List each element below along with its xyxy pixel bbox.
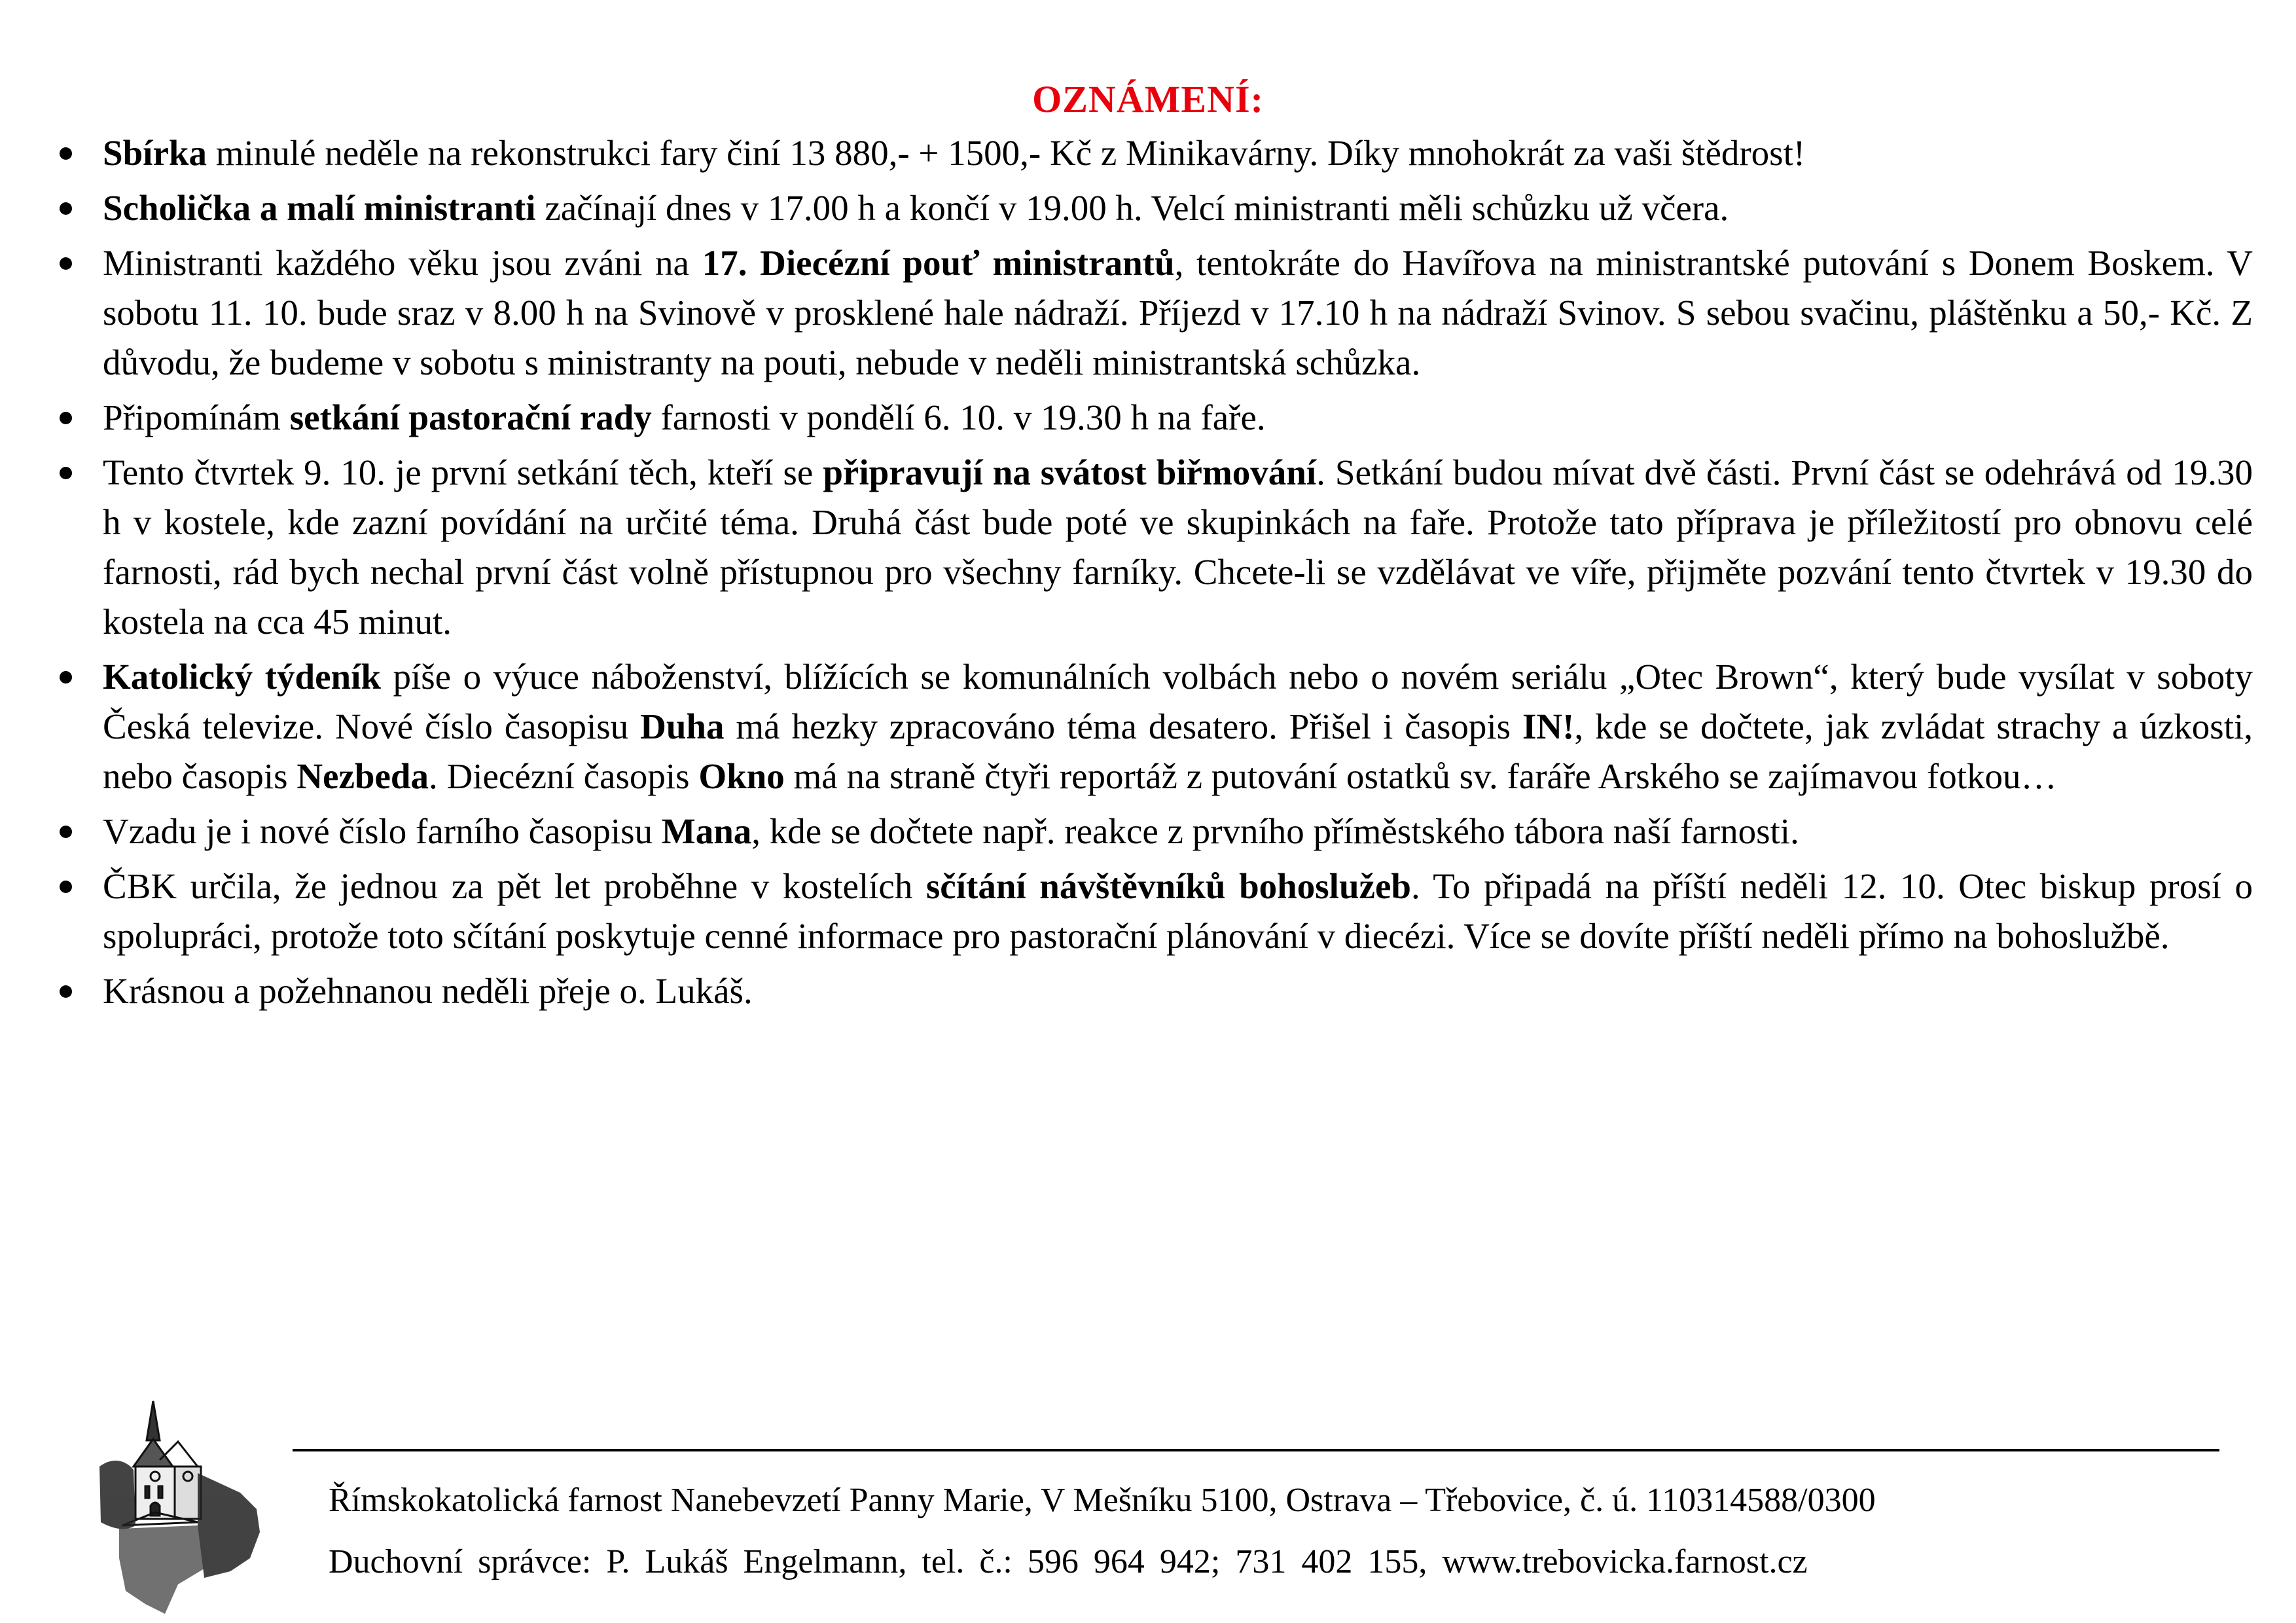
- bullet-icon: [60, 257, 72, 270]
- website-link[interactable]: www.trebovicka.farnost.cz: [1442, 1543, 1808, 1580]
- highlight-text: 17. Diecézní pouť ministrantů: [702, 243, 1175, 283]
- bullet-icon: [60, 826, 72, 838]
- body-text: , kde se dočtete např. reakce z prvního příměstského tábora naší farnosti.: [751, 811, 1799, 851]
- body-text: . Setkání budou mívat dvě části. První část se odehrává od 19.30 h v kostele, kde zazní povídání na určité téma. Druhá část bude poté ve skupinkách na faře. Protože tato příprava je příležitostí pro obnovu celé farnosti, rád bych nechal první část volně přístupnou pro všechny farníky. Chcete-li se vzdělávat ve víře, přijměte pozvání tento čtvrtek v 19.30 do kostela na cca 45 minut.: [103, 452, 2253, 642]
- highlight-text: Duha: [640, 706, 725, 746]
- body-text: , kde se dočtete, jak zvládat strachy a úzkosti, nebo časopis: [103, 706, 2253, 796]
- body-text: píše o výuce náboženství, blížících se komunálních volbách nebo o novém seriálu „Otec Brown“, který bude vysílat v soboty Česká televize. Nové číslo časopisu: [103, 657, 2253, 746]
- body-text: má hezky zpracováno téma desatero. Přišel i časopis: [724, 706, 1522, 746]
- announcement-item: [103, 393, 2253, 443]
- bullet-icon: [60, 147, 72, 160]
- highlight-text: sčítání návštěvníků bohoslužeb: [925, 866, 1411, 906]
- highlight-text: Katolický týdeník: [103, 657, 381, 697]
- body-text: má na straně čtyři reportáž z putování ostatků sv. faráře Arského se zajímavou fotkou…: [784, 756, 2057, 796]
- highlight-text: IN!: [1522, 706, 1575, 746]
- body-text: Krásnou a požehnanou neděli přeje o. Lukáš.: [103, 971, 753, 1011]
- body-text: . To připadá na příští neděli 12. 10. Otec biskup prosí o spolupráci, protože toto sčítání poskytuje cenné informace pro pastorační plánování v diecézi. Více se dovíte příští neděli přímo na bohoslužbě.: [103, 866, 2253, 956]
- contact-text: Duchovní správce: P. Lukáš Engelmann, tel. č.: 596 964 942; 731 402 155,: [329, 1543, 1443, 1580]
- announcement-item: [103, 128, 2253, 178]
- announcement-item: [103, 238, 2253, 388]
- highlight-text: Mana: [661, 811, 752, 851]
- body-text: Ministranti každého věku jsou zváni na: [103, 243, 702, 283]
- highlight-text: připravují na svátost biřmování: [823, 452, 1317, 492]
- highlight-text: Scholička a malí ministranti: [103, 188, 536, 228]
- body-text: začínají dnes v 17.00 h a končí v 19.00 h. Velcí ministranti měli schůzku už včera.: [535, 188, 1729, 228]
- church-engraving-icon: [99, 1395, 263, 1614]
- announcement-item: [103, 652, 2253, 801]
- announcement-item: [103, 862, 2253, 961]
- announcement-item: [103, 807, 2253, 856]
- body-text: Vzadu je i nové číslo farního časopisu: [103, 811, 662, 851]
- body-text: ČBK určila, že jednou za pět let proběhne v kostelích: [103, 866, 926, 906]
- parish-address: Římskokatolická farnost Nanebevzetí Panny Marie, V Mešníku 5100, Ostrava – Třebovice, č. ú. 110314588/0300: [329, 1482, 1876, 1519]
- parish-contact: [329, 1542, 1808, 1582]
- bullet-icon: [60, 985, 72, 998]
- highlight-text: Nezbeda: [296, 756, 429, 796]
- body-text: . Diecézní časopis: [428, 756, 699, 796]
- body-text: Tento čtvrtek 9. 10. je první setkání těch, kteří se: [103, 452, 823, 492]
- announcement-item: [103, 183, 2253, 233]
- bullet-icon: [60, 671, 72, 684]
- body-text: Připomínám: [103, 397, 290, 437]
- announcement-item: [103, 448, 2253, 647]
- highlight-text: Sbírka: [103, 133, 207, 173]
- bullet-icon: [60, 467, 72, 479]
- highlight-text: setkání pastorační rady: [289, 397, 652, 437]
- highlight-text: Okno: [698, 756, 785, 796]
- bullet-icon: [60, 412, 72, 424]
- body-text: minulé neděle na rekonstrukci fary činí 13 880,- + 1500,- Kč z Minikavárny. Díky mnohokrát za vaši štědrost!: [206, 133, 1806, 173]
- footer-divider: [293, 1449, 2219, 1451]
- announcement-item: [103, 966, 2253, 1016]
- page-title: OZNÁMENÍ:: [1032, 78, 1264, 120]
- body-text: farnosti v pondělí 6. 10. v 19.30 h na faře.: [651, 397, 1266, 437]
- body-text: , tentokráte do Havířova na ministrantské putování s Donem Boskem. V sobotu 11. 10. bude sraz v 8.00 h na Svinově v prosklené hale nádraží. Příjezd v 17.10 h na nádraží Svinov. S sebou svačinu, pláštěnku a 50,- Kč. Z důvodu, že budeme v sobotu s ministranty na pouti, nebude v neděli ministrantská schůzka.: [103, 243, 2253, 382]
- announcement-list: [103, 128, 2253, 1021]
- bullet-icon: [60, 881, 72, 893]
- bullet-icon: [60, 202, 72, 215]
